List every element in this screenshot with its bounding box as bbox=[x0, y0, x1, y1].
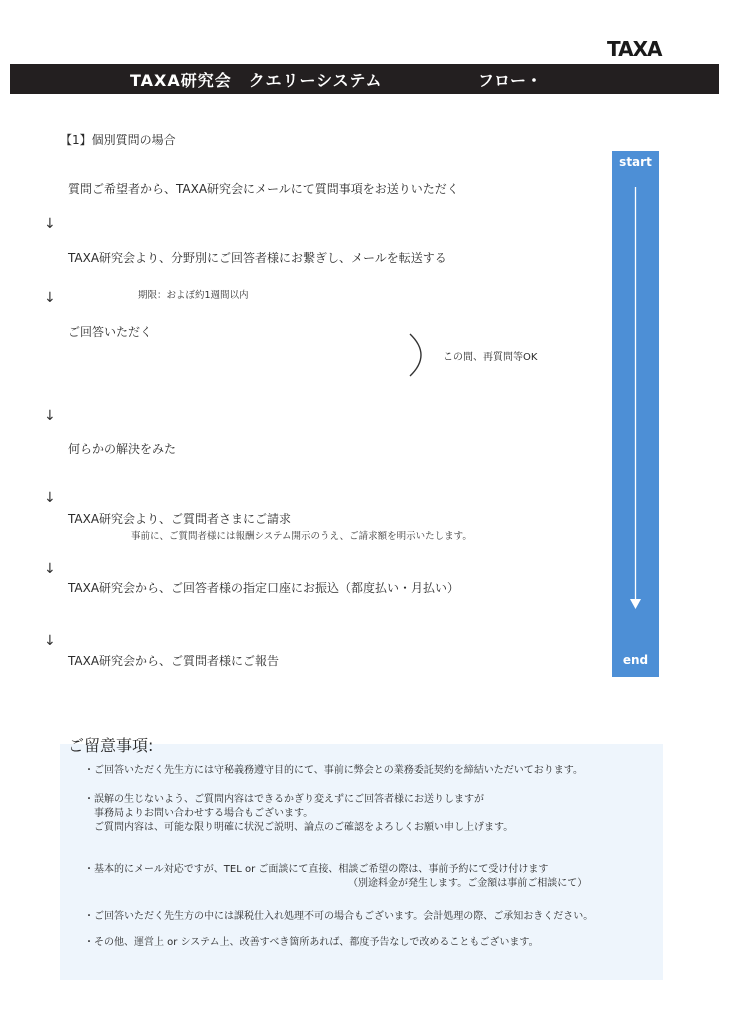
flow-arrow-icon bbox=[612, 151, 659, 677]
page-title: TAXA研究会 クエリーシステム bbox=[130, 71, 383, 90]
arrow-1: ↓ bbox=[44, 216, 56, 232]
step-1: 質問ご希望者から、TAXA研究会にメールにて質問事項をお送りいただく bbox=[68, 182, 459, 196]
note-5 bbox=[84, 936, 539, 950]
note-3-line-2: （別途料金が発生します。ご金額は事前ご相談にて） bbox=[348, 878, 588, 889]
step-2: TAXA研究会より、分野別にご回答者様にお繋ぎし、メールを転送する bbox=[68, 251, 447, 265]
note-1-line-1: ・ご回答いただく先生方には守秘義務遵守目的にて、事前に弊会との業務委託契約を締結いただいております。 bbox=[84, 765, 583, 776]
step-3: ご回答いただく bbox=[68, 325, 153, 339]
note-5-line-1: ・その他、運営上 or システム上、改善すべき箇所あれば、都度予告なしで改めることもございます。 bbox=[84, 937, 539, 948]
note-2-line-2: 事務局よりお問い合わせする場合もございます。 bbox=[84, 808, 314, 819]
note-1 bbox=[84, 764, 583, 778]
arrow-5: ↓ bbox=[44, 561, 56, 577]
note-4 bbox=[84, 910, 593, 924]
note-4-line-1: ・ご回答いただく先生方の中には課税仕入れ処理不可の場合もございます。会計処理の際、ご承知おきください。 bbox=[84, 911, 594, 922]
notes-heading: ご留意事項: bbox=[68, 736, 154, 755]
billing-note: 事前に、ご質問者様には報酬システム開示のうえ、ご請求額を明示いたします。 bbox=[131, 531, 472, 542]
taxa-logo: TAXA bbox=[607, 37, 662, 61]
note-2 bbox=[84, 793, 513, 835]
flow-start-label: start bbox=[619, 155, 652, 169]
flow-label: フロー・ bbox=[478, 71, 543, 90]
note-2-line-3: ご質問内容は、可能な限り明確に状況ご説明、論点のご確認をよろしくお願い申し上げます。 bbox=[84, 822, 514, 833]
arrow-2: ↓ bbox=[44, 290, 56, 306]
step-5: TAXA研究会より、ご質問者さまにご請求 bbox=[68, 512, 292, 526]
deadline-note: 期限：およぼ約1週間以内 bbox=[138, 290, 249, 301]
flow-end-label: end bbox=[622, 653, 649, 667]
note-3-line-1: ・基本的にメール対応ですが、TEL or ご面談にて直接、相談ご希望の際は、事前予約にて受け付けます bbox=[84, 864, 549, 875]
note-2-line-1: ・誤解の生じないよう、ご質問内容はできるかぎり変えずにご回答者様にお送りしますが bbox=[84, 794, 484, 805]
section-heading: 【1】個別質問の場合 bbox=[60, 133, 176, 147]
flow-bar bbox=[612, 151, 659, 677]
arrow-3: ↓ bbox=[44, 408, 56, 424]
notes-panel bbox=[60, 744, 663, 980]
step-6: TAXA研究会から、ご回答者様の指定口座にお振込（都度払い・月払い） bbox=[68, 581, 460, 595]
bracket-icon bbox=[404, 332, 436, 378]
arrow-6: ↓ bbox=[44, 633, 56, 649]
step-7: TAXA研究会から、ご質問者様にご報告 bbox=[68, 654, 280, 668]
note-3 bbox=[84, 863, 587, 891]
step-4: 何らかの解決をみた bbox=[68, 442, 177, 456]
title-bar bbox=[10, 64, 719, 94]
retry-note: この間、再質問等OK bbox=[443, 352, 538, 363]
arrow-4: ↓ bbox=[44, 490, 56, 506]
